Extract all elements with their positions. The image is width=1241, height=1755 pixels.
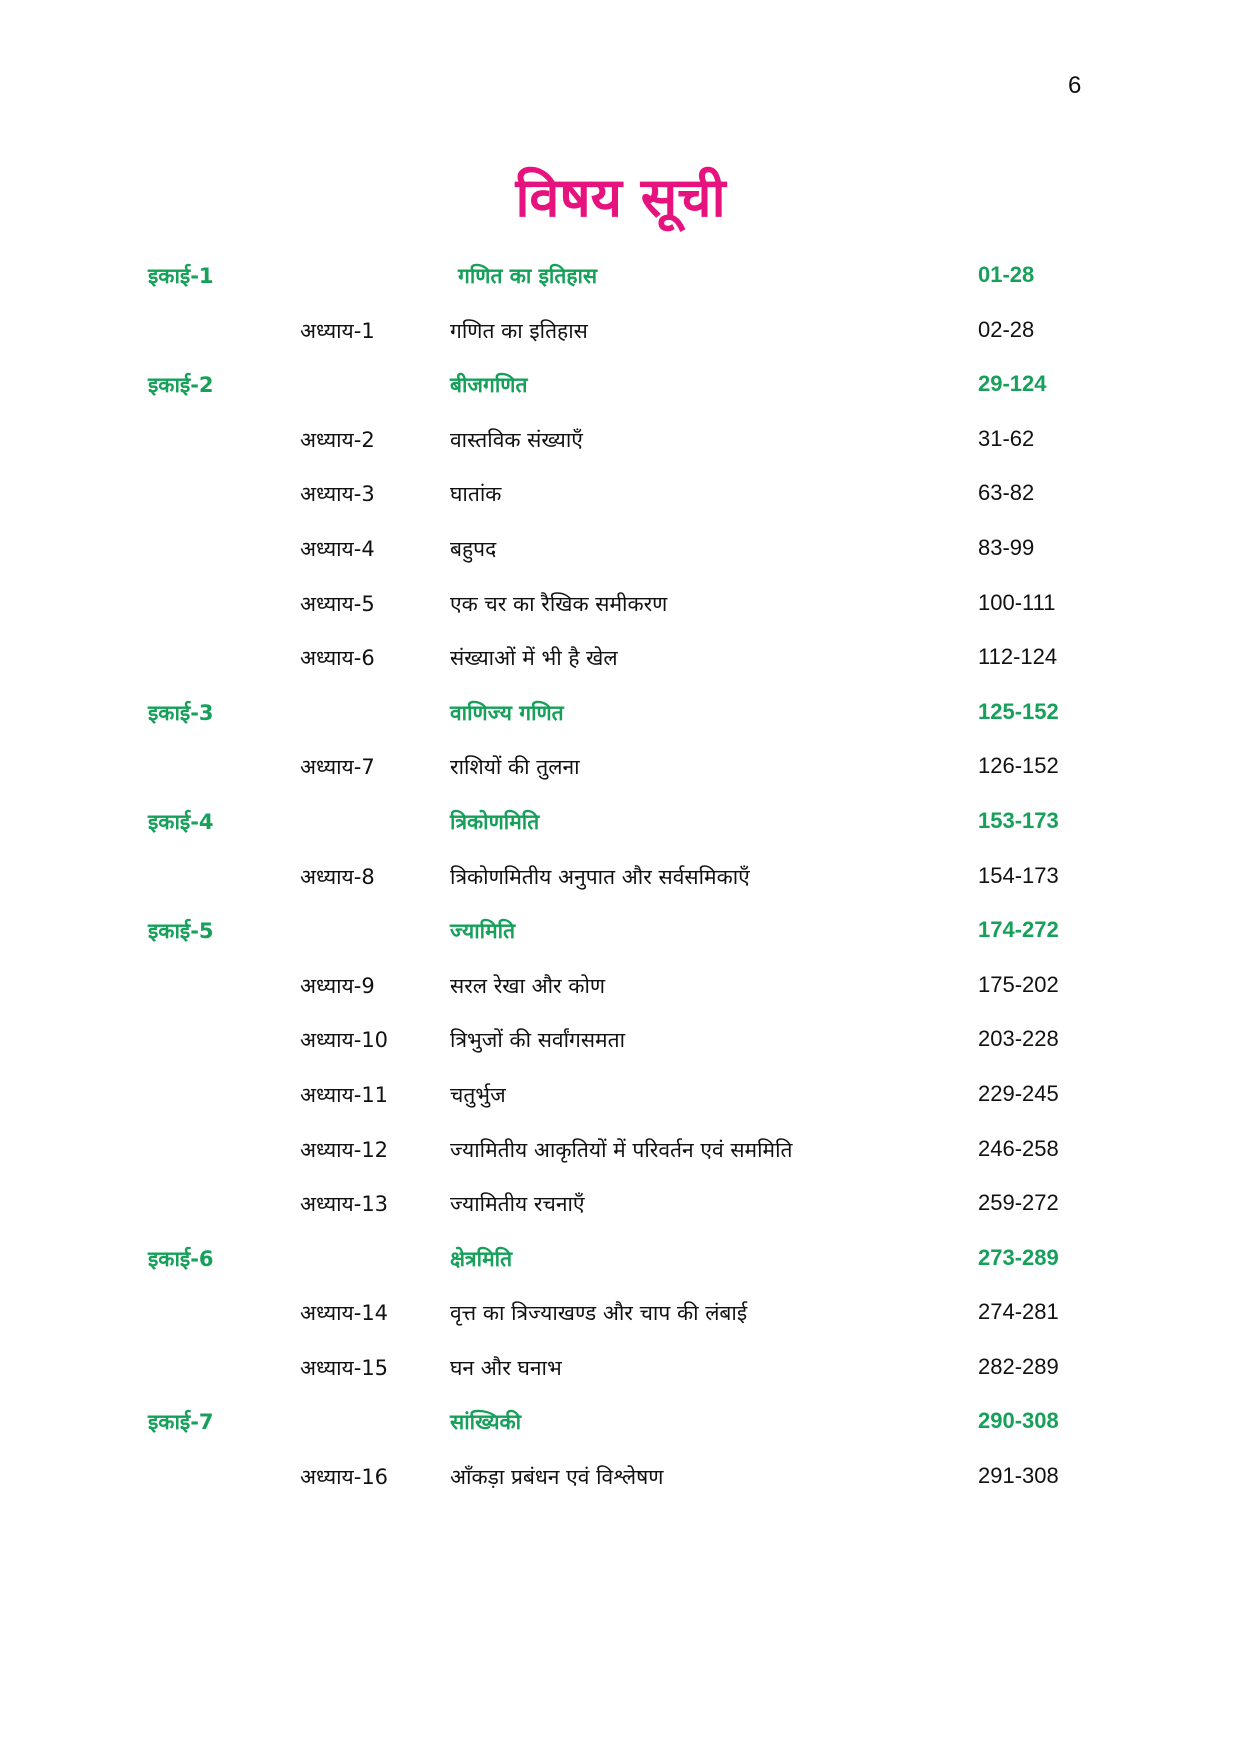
chapter-title: चतुर्भुज (450, 1082, 506, 1107)
unit-title: गणित का इतिहास (458, 264, 598, 288)
toc-chapter-row (0, 1081, 1241, 1136)
unit-label: इकाई-7 (148, 1410, 214, 1435)
page-range: 154-173 (978, 862, 1059, 888)
unit-label: इकाई-3 (148, 700, 214, 725)
chapter-title: ज्यामितीय आकृतियों में परिवर्तन एवं सममिति (450, 1137, 793, 1162)
toc-chapter-row (0, 535, 1241, 590)
chapter-title: गणित का इतिहास (450, 318, 588, 343)
page-range: 291-308 (978, 1463, 1059, 1489)
toc-chapter-row (0, 480, 1241, 535)
chapter-title: सरल रेखा और कोण (450, 973, 606, 998)
page-range: 246-258 (978, 1135, 1059, 1161)
chapter-label: अध्याय-11 (300, 1082, 389, 1107)
page-range: 31-62 (978, 425, 1035, 451)
toc-chapter-row (0, 317, 1241, 372)
chapter-label: अध्याय-1 (300, 318, 375, 343)
chapter-title: संख्याओं में भी है खेल (450, 646, 618, 671)
toc-unit-row (0, 262, 1241, 317)
chapter-title: त्रिभुजों की सर्वांगसमता (450, 1028, 626, 1053)
page-range: 290-308 (978, 1408, 1059, 1434)
page-range: 203-228 (978, 1026, 1059, 1052)
unit-title: बीजगणित (450, 373, 528, 398)
unit-label: इकाई-6 (148, 1246, 214, 1271)
toc-chapter-row (0, 1463, 1241, 1518)
chapter-label: अध्याय-4 (300, 536, 375, 561)
unit-label: इकाई-4 (148, 809, 214, 834)
unit-title: त्रिकोणमिति (450, 809, 540, 834)
toc-chapter-row (0, 1299, 1241, 1354)
chapter-label: अध्याय-6 (300, 646, 375, 671)
page-range: 126-152 (978, 753, 1059, 779)
toc-chapter-row (0, 753, 1241, 808)
chapter-label: अध्याय-9 (300, 973, 375, 998)
page-range: 259-272 (978, 1190, 1059, 1216)
page-range: 174-272 (978, 917, 1059, 943)
toc-chapter-row (0, 590, 1241, 645)
chapter-title: ज्यामितीय रचनाएँ (450, 1192, 585, 1217)
chapter-title: आँकड़ा प्रबंधन एवं विश्लेषण (450, 1465, 664, 1490)
page-range: 01-28 (978, 262, 1035, 287)
toc-chapter-row (0, 1354, 1241, 1409)
toc-chapter-row (0, 1136, 1241, 1191)
page-range: 112-124 (978, 644, 1058, 670)
toc-chapter-row (0, 426, 1241, 481)
unit-label: इकाई-1 (148, 264, 214, 288)
page-range: 02-28 (978, 316, 1035, 342)
toc-chapter-row (0, 972, 1241, 1027)
page-number: 6 (1068, 72, 1082, 99)
chapter-title: घन और घनाभ (450, 1355, 562, 1380)
unit-title: सांख्यिकी (450, 1410, 522, 1435)
page-range: 83-99 (978, 534, 1035, 560)
table-of-contents (0, 262, 1241, 1518)
toc-chapter-row (0, 644, 1241, 699)
unit-label: इकाई-5 (148, 919, 214, 944)
page-title: विषय सूची (515, 166, 726, 229)
page-range: 274-281 (978, 1299, 1059, 1325)
page-range: 175-202 (978, 971, 1059, 997)
chapter-label: अध्याय-7 (300, 755, 375, 780)
chapter-label: अध्याय-12 (300, 1137, 389, 1162)
page-range: 153-173 (978, 807, 1059, 833)
toc-chapter-row (0, 1026, 1241, 1081)
toc-unit-row (0, 371, 1241, 426)
chapter-label: अध्याय-8 (300, 864, 375, 889)
chapter-title: एक चर का रैखिक समीकरण (450, 591, 668, 616)
chapter-label: अध्याय-13 (300, 1192, 389, 1217)
chapter-label: अध्याय-5 (300, 591, 375, 616)
page-range: 229-245 (978, 1080, 1059, 1106)
chapter-label: अध्याय-2 (300, 427, 375, 452)
chapter-title: बहुपद (450, 536, 497, 561)
toc-unit-row (0, 699, 1241, 754)
toc-unit-row (0, 1408, 1241, 1463)
chapter-label: अध्याय-10 (300, 1028, 389, 1053)
chapter-title: वास्तविक संख्याएँ (450, 427, 583, 452)
toc-chapter-row (0, 863, 1241, 918)
unit-title: वाणिज्य गणित (450, 700, 564, 725)
unit-title: क्षेत्रमिति (450, 1246, 513, 1271)
chapter-title: घातांक (450, 482, 502, 507)
unit-label: इकाई-2 (148, 373, 214, 398)
chapter-title: त्रिकोणमितीय अनुपात और सर्वसमिकाएँ (450, 864, 750, 889)
chapter-label: अध्याय-14 (300, 1301, 389, 1326)
page-range: 273-289 (978, 1244, 1059, 1270)
toc-unit-row (0, 808, 1241, 863)
toc-unit-row (0, 1245, 1241, 1300)
chapter-title: राशियों की तुलना (450, 755, 580, 780)
chapter-label: अध्याय-15 (300, 1355, 389, 1380)
page-range: 282-289 (978, 1353, 1059, 1379)
chapter-label: अध्याय-16 (300, 1465, 389, 1490)
toc-unit-row (0, 917, 1241, 972)
page-range: 29-124 (978, 371, 1047, 397)
unit-title: ज्यामिति (450, 919, 516, 944)
page-range: 63-82 (978, 480, 1035, 506)
page-range: 100-111 (978, 589, 1056, 615)
page-range: 125-152 (978, 698, 1059, 724)
chapter-title: वृत्त का त्रिज्याखण्ड और चाप की लंबाई (450, 1301, 748, 1326)
chapter-label: अध्याय-3 (300, 482, 375, 507)
toc-chapter-row (0, 1190, 1241, 1245)
